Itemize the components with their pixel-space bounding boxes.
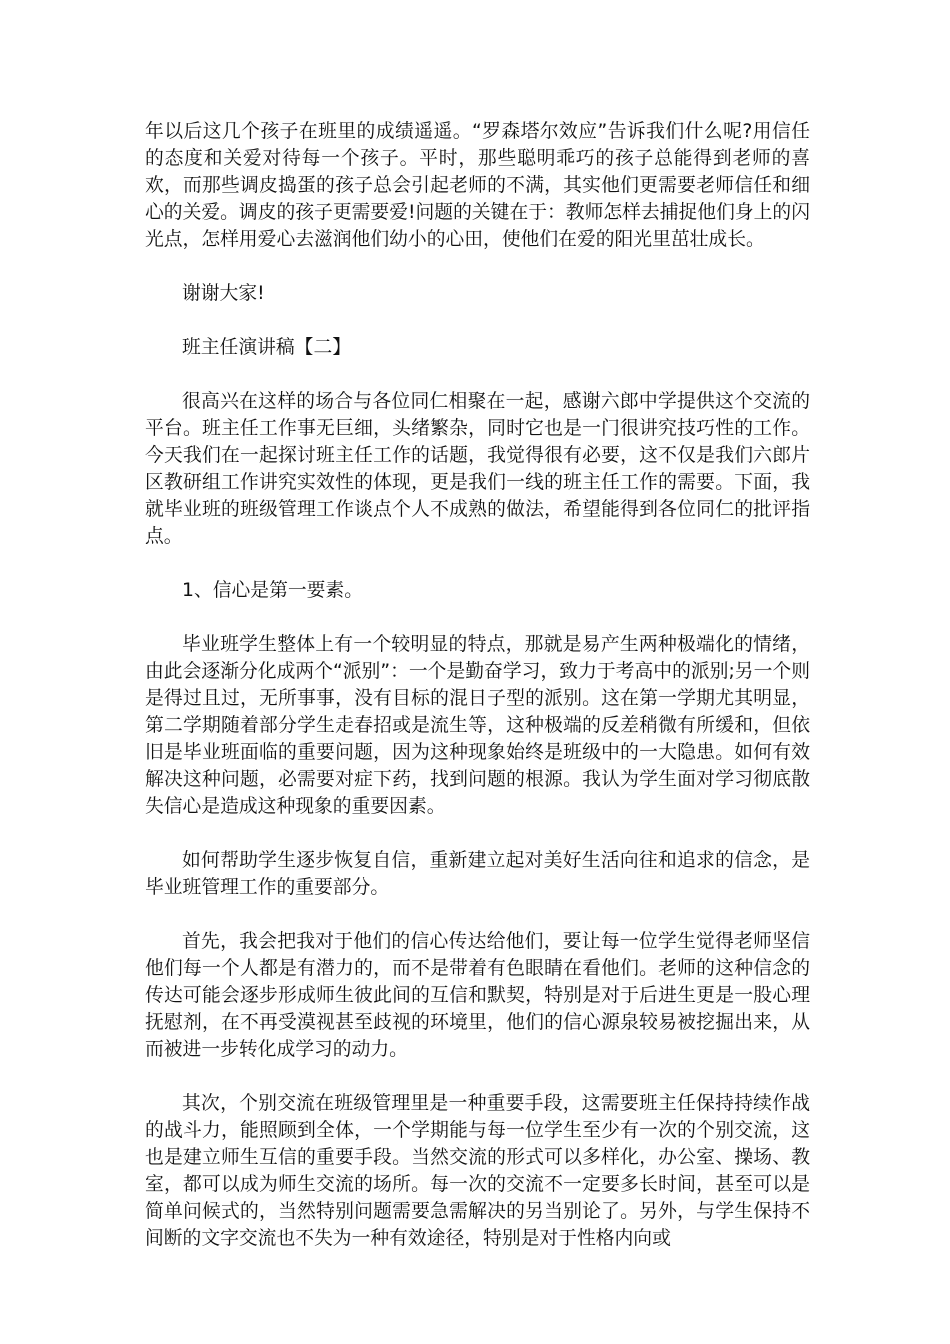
paragraph-body: 毕业班学生整体上有一个较明显的特点，那就是易产生两种极端化的情绪，由此会逐渐分化成两个“派别”：一个是勤奋学习，致力于考高中的派别;另一个则是得过且过，无所事事，没有目标的混日子型的派别。这在第一学期尤其明显，第二学期随着部分学生走春招或是流生等，这种极端的反差稍微有所缓和，但依旧是毕业班面临的重要问题，因为这种现象始终是班级中的一大隐患。如何有效解决这种问题，必需要对症下药，找到问题的根源。我认为学生面对学习彻底散失信心是造成这种现象的重要因素。 — [145, 634, 810, 817]
document-page — [145, 118, 810, 1252]
paragraph-continuation: 年以后这几个孩子在班里的成绩遥遥。“罗森塔尔效应”告诉我们什么呢?用信任的态度和关爱对待每一个孩子。平时，那些聪明乖巧的孩子总能得到老师的喜欢，而那些调皮捣蛋的孩子总会引起老师的不满，其实他们更需要老师信任和细心的关爱。调皮的孩子更需要爱!问题的关键在于：教师怎样去捕捉他们身上的闪光点，怎样用爱心去滋润他们幼小的心田，使他们在爱的阳光里茁壮成长。 — [145, 121, 810, 250]
paragraph-body: 如何帮助学生逐步恢复自信，重新建立起对美好生活向往和追求的信念，是毕业班管理工作的重要部分。 — [145, 850, 810, 898]
section-heading: 班主任演讲稿【二】 — [182, 337, 352, 358]
paragraph-body: 首先，我会把我对于他们的信心传达给他们，要让每一位学生觉得老师坚信他们每一个人都是有潜力的，而不是带着有色眼睛在看他们。老师的这种信念的传达可能会逐步形成师生彼此间的互信和默契，特别是对于后进生更是一股心理抚慰剂，在不再受漠视甚至歧视的环境里，他们的信心源泉较易被挖掘出来，从而被进一步转化成学习的动力。 — [145, 931, 810, 1060]
numbered-heading: 1、信心是第一要素。 — [182, 580, 363, 601]
paragraph-intro: 很高兴在这样的场合与各位同仁相聚在一起，感谢六郎中学提供这个交流的平台。班主任工作事无巨细，头绪繁杂，同时它也是一门很讲究技巧性的工作。今天我们在一起探讨班主任工作的话题，我觉得很有必要，这不仅是我们六郎片区教研组工作讲究实效性的体现，更是我们一线的班主任工作的需要。下面，我就毕业班的班级管理工作谈点个人不成熟的做法，希望能得到各位同仁的批评指点。 — [145, 391, 810, 547]
paragraph-body: 其次，个别交流在班级管理里是一种重要手段，这需要班主任保持持续作战的战斗力，能照顾到全体，一个学期能与每一位学生至少有一次的个别交流，这也是建立师生互信的重要手段。当然交流的形式可以多样化，办公室、操场、教室，都可以成为师生交流的场所。每一次的交流不一定要多长时间，甚至可以是简单问候式的，当然特别问题需要急需解决的另当别论了。另外，与学生保持不间断的文字交流也不失为一种有效途径，特别是对于性格内向或 — [145, 1093, 810, 1249]
paragraph-thanks: 谢谢大家! — [182, 283, 265, 304]
